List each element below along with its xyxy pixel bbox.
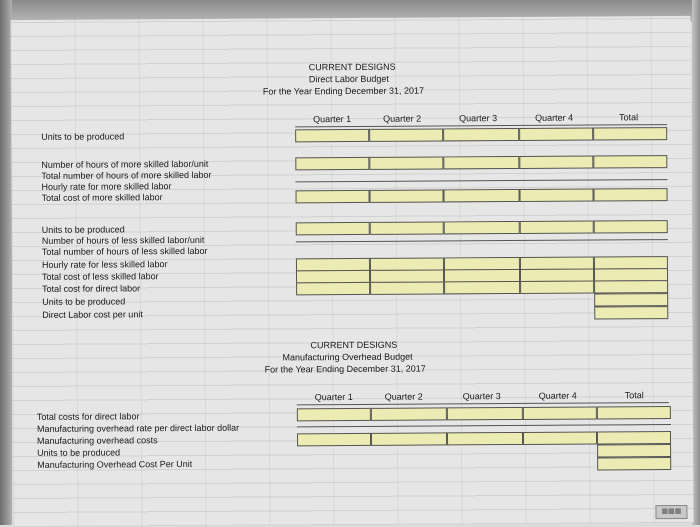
overhead-col-q3: Quarter 3: [462, 391, 501, 402]
more-hours-unit-q4-input[interactable]: [519, 156, 593, 169]
more-cost-q1-input[interactable]: [296, 190, 370, 203]
oh-costs-q1-input[interactable]: [297, 433, 371, 446]
oh-costs-q4-input[interactable]: [523, 432, 597, 445]
oh-direct-q1-input[interactable]: [297, 408, 371, 421]
less-units-q2-input[interactable]: [370, 221, 444, 234]
labor-units-q3-input[interactable]: [443, 128, 519, 141]
labor-row-label: Hourly rate for less skilled labor: [41, 259, 168, 270]
less-units-q1-input[interactable]: [296, 222, 370, 235]
labor-row-label: Total number of hours of more skilled labor: [41, 169, 212, 181]
direct-cost-q2-input[interactable]: [370, 281, 444, 294]
labor-units-q2-input[interactable]: [369, 128, 443, 141]
oh-direct-total-input[interactable]: [597, 406, 671, 419]
labor-col-q3: Quarter 3: [459, 113, 498, 124]
labor-col-q1: Quarter 1: [313, 114, 352, 125]
oh-costs-q2-input[interactable]: [371, 432, 447, 445]
more-cost-q2-input[interactable]: [370, 189, 444, 202]
overhead-row-label: Manufacturing overhead rate per direct labor dollar: [36, 422, 240, 434]
labor-col-q4: Quarter 4: [535, 112, 574, 123]
oh-costs-q3-input[interactable]: [447, 432, 523, 445]
row-divider: [297, 424, 671, 427]
overhead-col-q1: Quarter 1: [314, 391, 353, 403]
more-cost-q4-input[interactable]: [519, 189, 593, 202]
labor-cost-per-unit-input[interactable]: [594, 306, 668, 319]
screen-bezel-right: [692, 0, 700, 525]
direct-cost-total-input[interactable]: [594, 280, 668, 293]
labor-row-label: Hourly rate for more skilled labor: [41, 181, 172, 192]
overhead-company-title: CURRENT DESIGNS: [310, 339, 398, 351]
less-units-total-input[interactable]: [594, 220, 668, 233]
more-hours-unit-q3-input[interactable]: [443, 156, 519, 169]
labor-row-label: Number of hours of more skilled labor/unit: [41, 158, 209, 170]
oh-units-total-input[interactable]: [597, 444, 671, 457]
more-hours-unit-q2-input[interactable]: [369, 156, 443, 169]
overhead-col-q2: Quarter 2: [384, 391, 423, 402]
row-divider: [295, 179, 667, 182]
labor-row-label: Total number of hours of less skilled labor: [41, 245, 208, 257]
labor-row-label: Units to be produced: [41, 224, 125, 235]
overhead-row-label: Manufacturing overhead costs: [36, 435, 158, 446]
direct-cost-q1-input[interactable]: [296, 282, 370, 295]
oh-direct-q2-input[interactable]: [371, 407, 447, 420]
labor-col-total: Total: [619, 112, 639, 123]
sheet-view-icon[interactable]: ▦▦▦: [655, 505, 687, 519]
oh-direct-q3-input[interactable]: [447, 407, 523, 420]
labor-row-label: Units to be produced: [42, 296, 126, 307]
row-divider: [296, 239, 668, 242]
more-cost-q3-input[interactable]: [444, 189, 520, 202]
labor-period: For the Year Ending December 31, 2017: [262, 85, 425, 97]
oh-costs-total-input[interactable]: [597, 431, 671, 444]
labor-units-final-input[interactable]: [594, 293, 668, 306]
oh-direct-q4-input[interactable]: [523, 407, 597, 420]
labor-budget-title: Direct Labor Budget: [308, 73, 389, 85]
more-hours-unit-total-input[interactable]: [593, 155, 667, 168]
labor-row-label: Total cost of less skilled labor: [41, 271, 159, 282]
labor-row-label: Units to be produced: [41, 131, 125, 142]
overhead-col-q4: Quarter 4: [538, 390, 577, 401]
direct-cost-q4-input[interactable]: [520, 281, 594, 294]
labor-row-label: Number of hours of less skilled labor/unit: [41, 234, 205, 246]
direct-cost-q3-input[interactable]: [444, 281, 520, 294]
overhead-row-label: Manufacturing Overhead Cost Per Unit: [37, 458, 193, 470]
labor-units-q4-input[interactable]: [519, 128, 593, 141]
less-units-q4-input[interactable]: [520, 221, 594, 234]
labor-row-label: Total cost of more skilled labor: [41, 192, 163, 203]
labor-company-title: CURRENT DESIGNS: [308, 61, 396, 73]
oh-cost-per-unit-input[interactable]: [597, 457, 671, 470]
labor-units-total-input[interactable]: [593, 127, 667, 140]
overhead-period: For the Year Ending December 31, 2017: [264, 363, 426, 375]
more-hours-unit-q1-input[interactable]: [295, 157, 369, 170]
less-units-q3-input[interactable]: [444, 221, 520, 234]
spreadsheet: [10, 16, 693, 527]
more-cost-total-input[interactable]: [593, 188, 667, 201]
labor-row-label: Direct Labor cost per unit: [42, 309, 143, 320]
labor-col-q2: Quarter 2: [383, 113, 422, 124]
labor-row-label: Total cost for direct labor: [42, 283, 141, 294]
overhead-col-total: Total: [624, 390, 644, 401]
overhead-budget-title: Manufacturing Overhead Budget: [282, 351, 413, 363]
labor-units-q1-input[interactable]: [295, 129, 369, 142]
overhead-row-label: Total costs for direct labor: [36, 411, 140, 422]
overhead-row-label: Units to be produced: [37, 447, 121, 458]
